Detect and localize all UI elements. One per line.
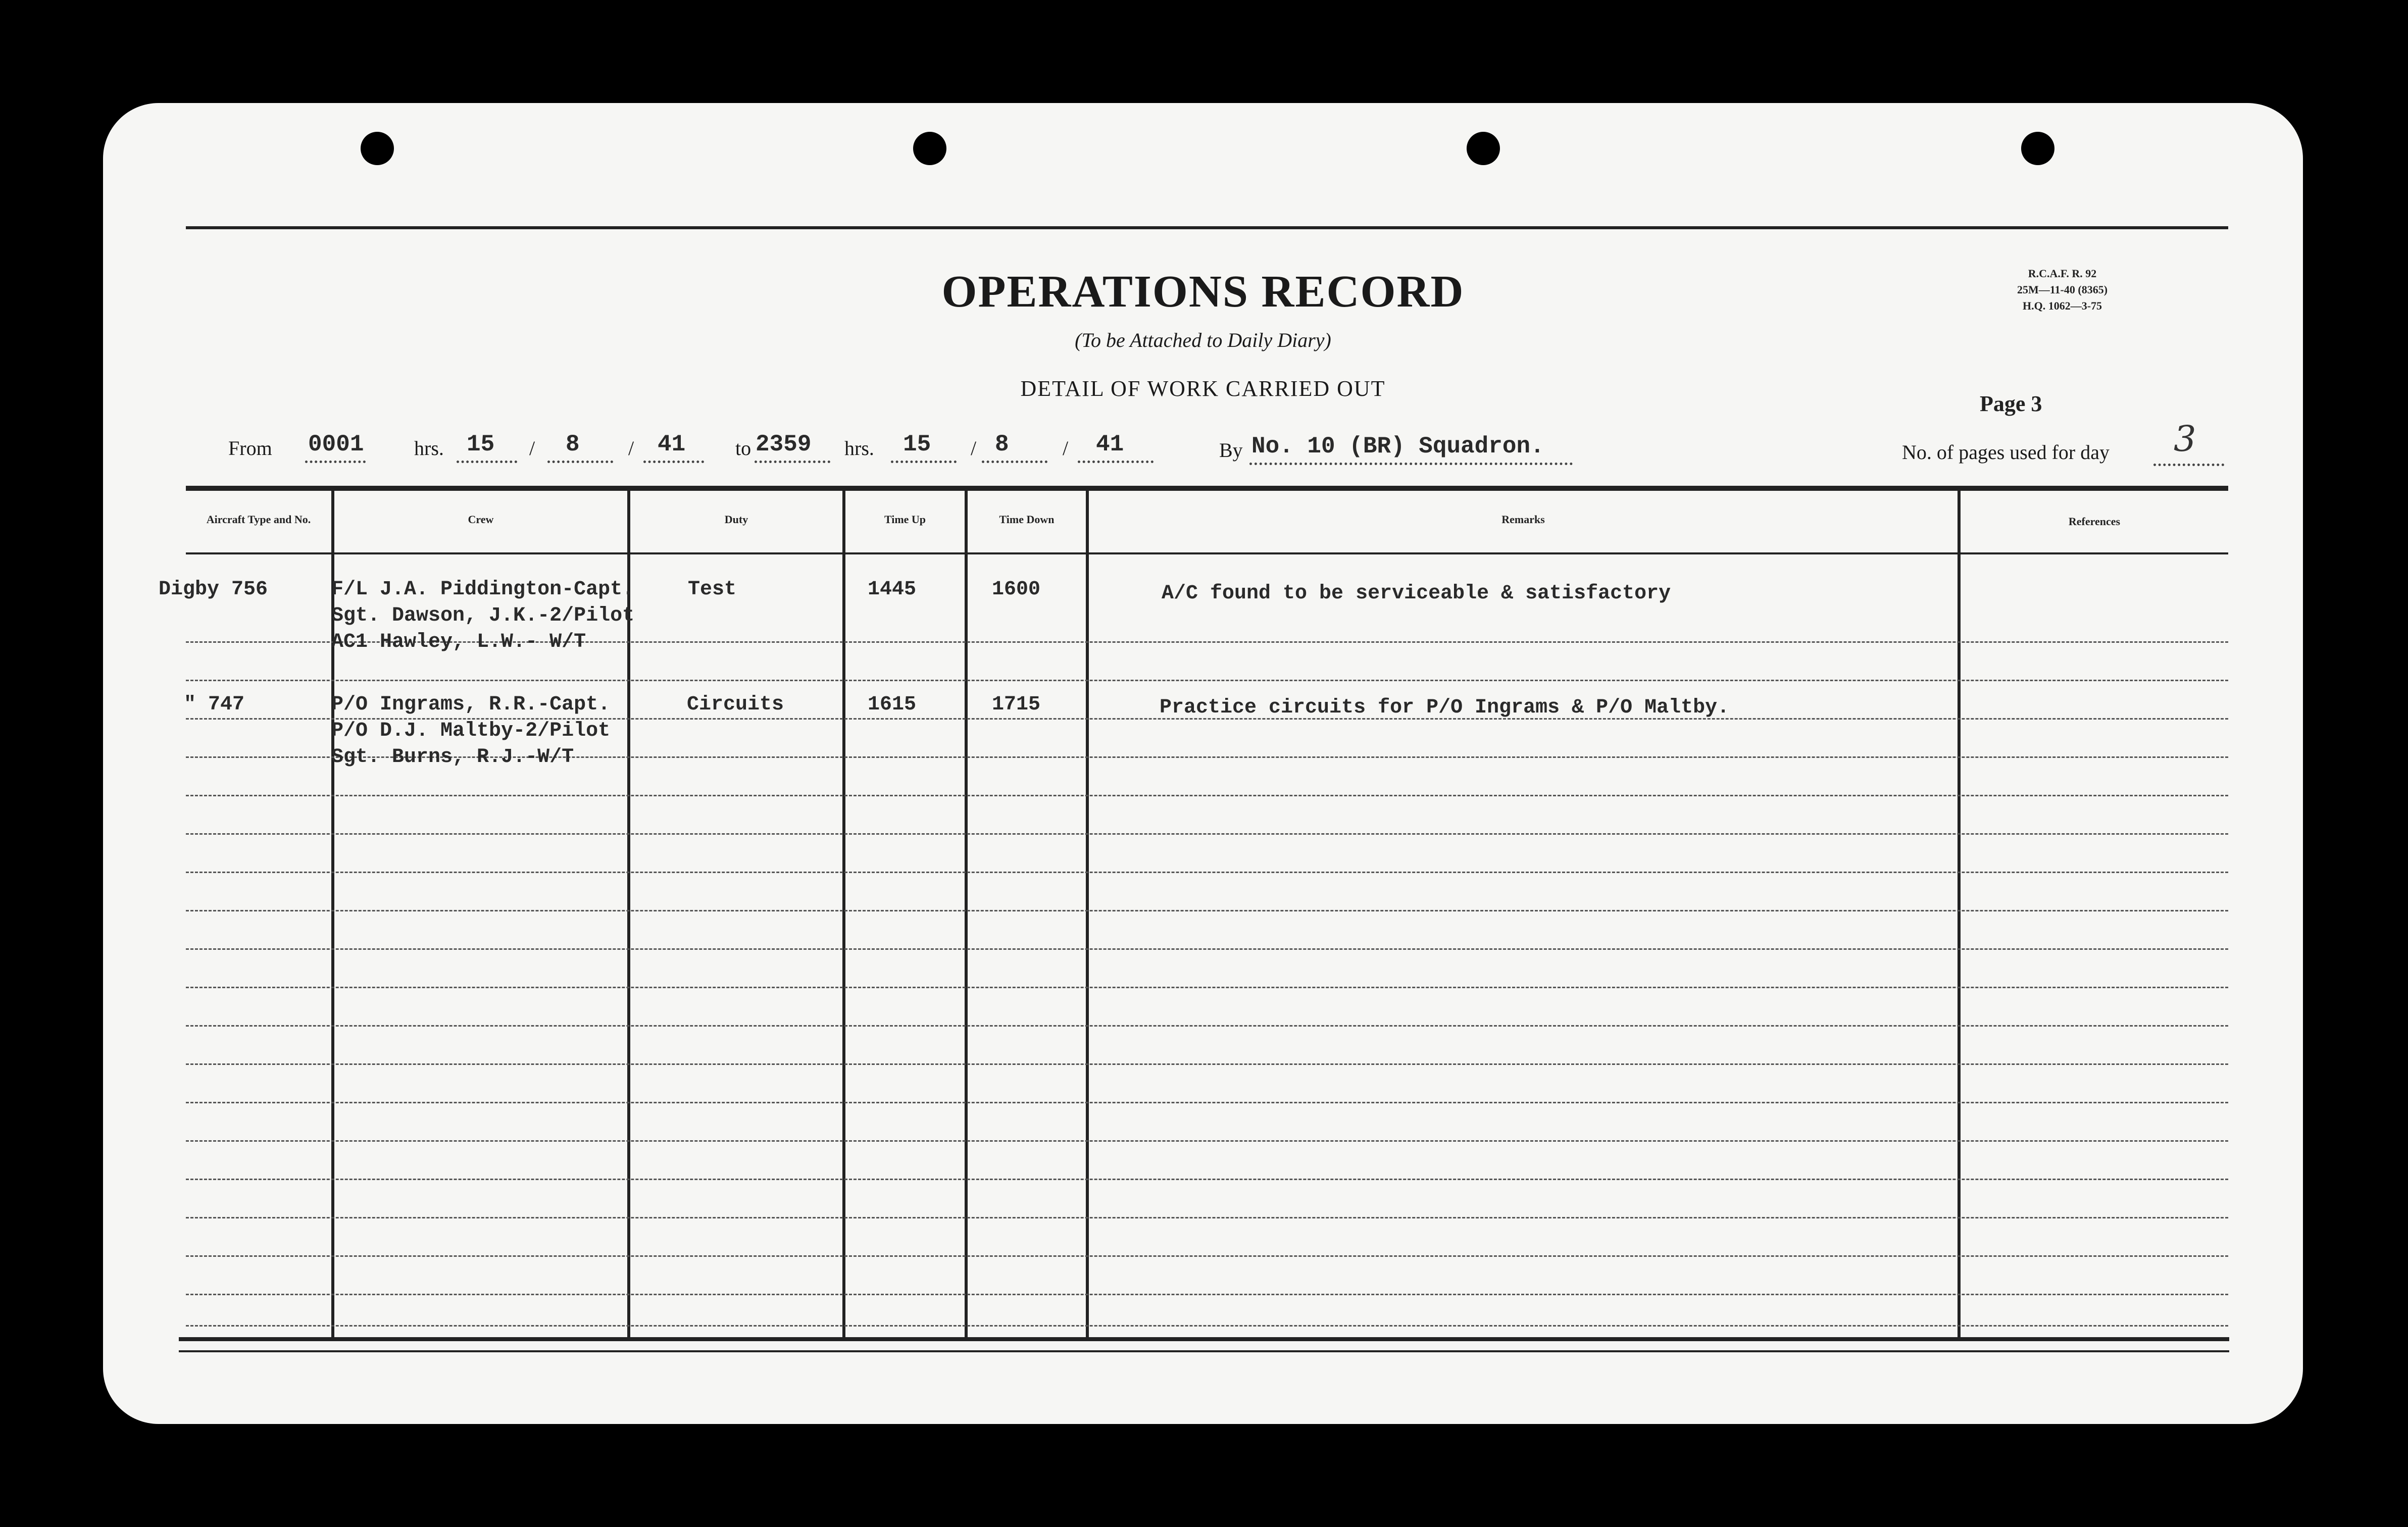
to-label: to bbox=[735, 437, 751, 460]
table-bottom-rule bbox=[179, 1350, 2229, 1352]
dotted-fill bbox=[2153, 464, 2224, 466]
operations-record-card bbox=[103, 103, 2303, 1424]
slash: / bbox=[1063, 437, 1069, 460]
entry-aircraft: " 747 bbox=[184, 693, 245, 716]
form-code-line: 25M—11-40 (8365) bbox=[2017, 283, 2108, 296]
entry-remarks: Practice circuits for P/O Ingrams & P/O Maltby. bbox=[1160, 696, 1730, 719]
dotted-fill bbox=[457, 461, 517, 463]
from-label: From bbox=[228, 437, 272, 460]
squadron: No. 10 (BR) Squadron. bbox=[1251, 433, 1544, 460]
page-number: Page 3 bbox=[1980, 391, 2042, 416]
from-day: 15 bbox=[467, 431, 495, 457]
hrs-label: hrs. bbox=[844, 437, 874, 460]
dotted-fill bbox=[1078, 461, 1153, 463]
dotted-fill bbox=[547, 461, 613, 463]
slash: / bbox=[628, 437, 634, 460]
col-header-duty: Duty bbox=[724, 513, 748, 526]
ruled-line bbox=[186, 1217, 2228, 1218]
entry-crew-line: P/O Ingrams, R.R.-Capt. bbox=[331, 693, 611, 716]
ruled-line bbox=[186, 1063, 2228, 1065]
punch-hole bbox=[1467, 132, 1500, 165]
col-header-time-up: Time Up bbox=[884, 513, 926, 526]
ruled-line bbox=[186, 1025, 2228, 1027]
column-divider bbox=[842, 491, 845, 1339]
form-code bbox=[2017, 266, 2108, 314]
ruled-line bbox=[186, 1294, 2228, 1295]
col-header-references: References bbox=[2068, 515, 2121, 528]
header-rule bbox=[186, 552, 2228, 554]
entry-aircraft: Digby 756 bbox=[159, 578, 268, 601]
dotted-fill bbox=[891, 461, 957, 463]
ruled-line bbox=[186, 872, 2228, 873]
table-bottom-rule bbox=[179, 1337, 2229, 1341]
from-time: 0001 bbox=[308, 431, 364, 457]
dotted-fill bbox=[1249, 463, 1573, 465]
col-header-aircraft: Aircraft Type and No. bbox=[206, 513, 311, 526]
form-code-line: R.C.A.F. R. 92 bbox=[2028, 267, 2097, 280]
entry-crew-line: F/L J.A. Piddington-Capt. bbox=[331, 578, 635, 601]
ruled-line bbox=[186, 948, 2228, 950]
ruled-line bbox=[186, 1140, 2228, 1142]
to-year: 41 bbox=[1096, 431, 1124, 457]
form-subtitle: (To be Attached to Daily Diary) bbox=[1075, 329, 1331, 351]
entry-time-up: 1615 bbox=[868, 693, 917, 716]
dotted-fill bbox=[643, 461, 704, 463]
punch-hole bbox=[361, 132, 394, 165]
to-month: 8 bbox=[995, 431, 1009, 457]
form-title: OPERATIONS RECORD bbox=[941, 267, 1465, 317]
entry-crew-line: Sgt. Burns, R.J.-W/T bbox=[331, 746, 574, 769]
form-code-line: H.Q. 1062—3-75 bbox=[2022, 299, 2102, 312]
to-time: 2359 bbox=[756, 431, 812, 457]
by-label: By bbox=[1219, 439, 1243, 462]
entry-crew-line: Sgt. Dawson, J.K.-2/Pilot bbox=[331, 604, 635, 627]
entry-crew-line: AC1 Hawley, L.W.- W/T bbox=[331, 631, 586, 653]
slash: / bbox=[971, 437, 977, 460]
pages-used-label: No. of pages used for day bbox=[1902, 441, 2110, 464]
dotted-fill bbox=[755, 461, 830, 463]
ruled-line bbox=[186, 910, 2228, 911]
entry-time-up: 1445 bbox=[868, 578, 917, 601]
ruled-line bbox=[186, 1255, 2228, 1257]
from-year: 41 bbox=[658, 431, 686, 457]
hrs-label: hrs. bbox=[414, 437, 444, 460]
punch-hole bbox=[2021, 132, 2054, 165]
entry-crew-line: P/O D.J. Maltby-2/Pilot bbox=[331, 720, 611, 742]
column-divider bbox=[1958, 491, 1961, 1339]
to-day: 15 bbox=[903, 431, 931, 457]
slash: / bbox=[529, 437, 535, 460]
top-rule bbox=[186, 226, 2228, 229]
ruled-line bbox=[186, 680, 2228, 681]
ruled-line bbox=[186, 1325, 2228, 1327]
entry-duty: Test bbox=[688, 578, 737, 601]
dotted-fill bbox=[982, 461, 1047, 463]
column-divider bbox=[1086, 491, 1089, 1339]
column-divider bbox=[965, 491, 968, 1339]
from-month: 8 bbox=[566, 431, 580, 457]
pages-used-value: 3 bbox=[2174, 418, 2196, 460]
col-header-crew: Crew bbox=[468, 513, 494, 526]
table-top-rule bbox=[186, 486, 2228, 491]
punch-hole bbox=[913, 132, 946, 165]
entry-time-down: 1600 bbox=[992, 578, 1041, 601]
dotted-fill bbox=[305, 461, 366, 463]
entry-remarks: A/C found to be serviceable & satisfactory bbox=[1162, 582, 1671, 605]
col-header-remarks: Remarks bbox=[1501, 513, 1545, 526]
ruled-line bbox=[186, 1179, 2228, 1180]
col-header-time-down: Time Down bbox=[999, 513, 1055, 526]
entry-time-down: 1715 bbox=[992, 693, 1041, 716]
ruled-line bbox=[186, 1102, 2228, 1103]
ruled-line bbox=[186, 987, 2228, 988]
ruled-line bbox=[186, 833, 2228, 835]
entry-duty: Circuits bbox=[687, 693, 784, 716]
ruled-line bbox=[186, 795, 2228, 796]
form-detail-heading: DETAIL OF WORK CARRIED OUT bbox=[1020, 376, 1386, 401]
